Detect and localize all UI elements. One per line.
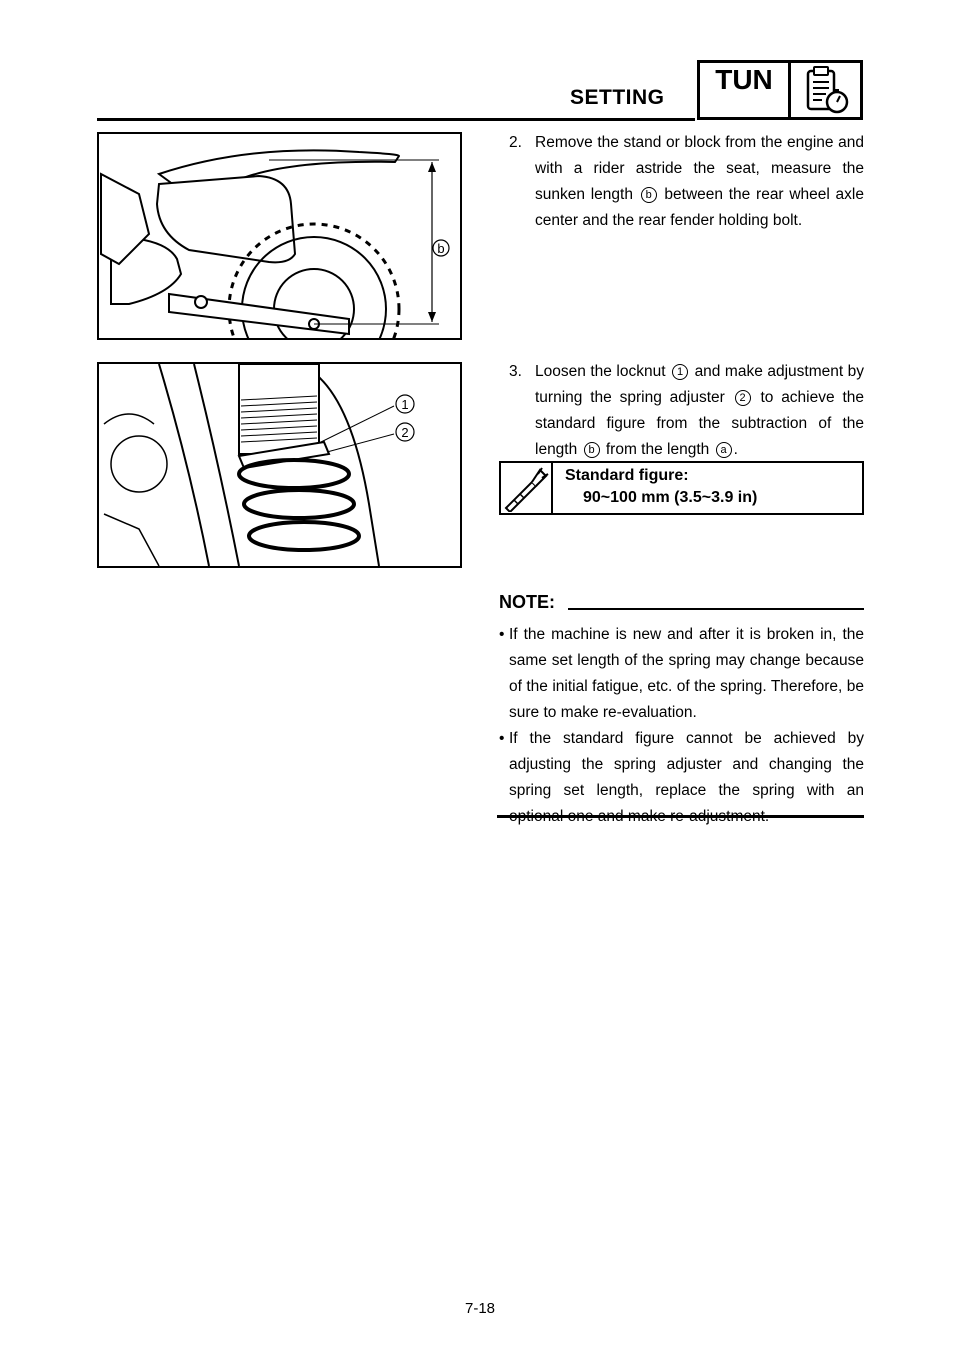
ref-a: a [716, 442, 732, 458]
bullet-dot: • [499, 730, 505, 747]
section-title: SETTING [570, 86, 665, 109]
rear-fender-illustration [99, 134, 460, 338]
step-text: Remove the stand or block from the engine and with a rider astride the seat, measure the sunken length b between the rear wheel axle center and the rear fender holding bolt. [535, 134, 864, 229]
rear-shock-illustration [99, 364, 460, 566]
clipboard-stopwatch-icon [800, 64, 852, 116]
note-end-rule [497, 815, 864, 818]
step-number: 3. [509, 363, 522, 380]
label-2: 2 [401, 425, 409, 440]
step-number: 2. [509, 134, 522, 151]
step-2 [509, 130, 864, 234]
step-text: Loosen the locknut 1 and make adjustment by turning the spring adjuster 2 to achieve the standard figure from the subtraction of the length b from the length a . [535, 363, 865, 458]
note-list [499, 622, 864, 830]
caliper-icon [502, 464, 550, 512]
ref-1: 1 [672, 364, 688, 380]
standard-figure-value: 90~100 mm (3.5~3.9 in) [583, 489, 758, 506]
standard-box-divider [551, 461, 553, 515]
note-item: • If the standard figure cannot be achieved by adjusting the spring adjuster and changing the spring set length, replace the spring with an [499, 726, 864, 830]
note-title: NOTE: [499, 592, 555, 612]
label-1: 1 [401, 397, 409, 412]
label-b: b [437, 241, 445, 256]
tab-divider [788, 60, 791, 120]
ref-2: 2 [735, 390, 751, 406]
standard-figure-label: Standard figure: [565, 467, 689, 484]
spring-adjuster-figure [97, 362, 462, 568]
step-3 [509, 359, 864, 463]
note-item: • If the machine is new and after it is broken in, the same set length of the spring may change because of the initial fatigue, etc. of the spring. Therefore, be sure to make re-evaluation. [499, 622, 864, 726]
rear-fender-measurement-figure [97, 132, 462, 340]
section-tab-label: TUN [715, 64, 773, 95]
bullet-dot: • [499, 626, 505, 643]
note-rule [568, 608, 864, 610]
page-number: 7-18 [464, 1300, 496, 1317]
header-rule [97, 118, 695, 121]
ref-b: b [641, 187, 657, 203]
ref-b: b [584, 442, 600, 458]
